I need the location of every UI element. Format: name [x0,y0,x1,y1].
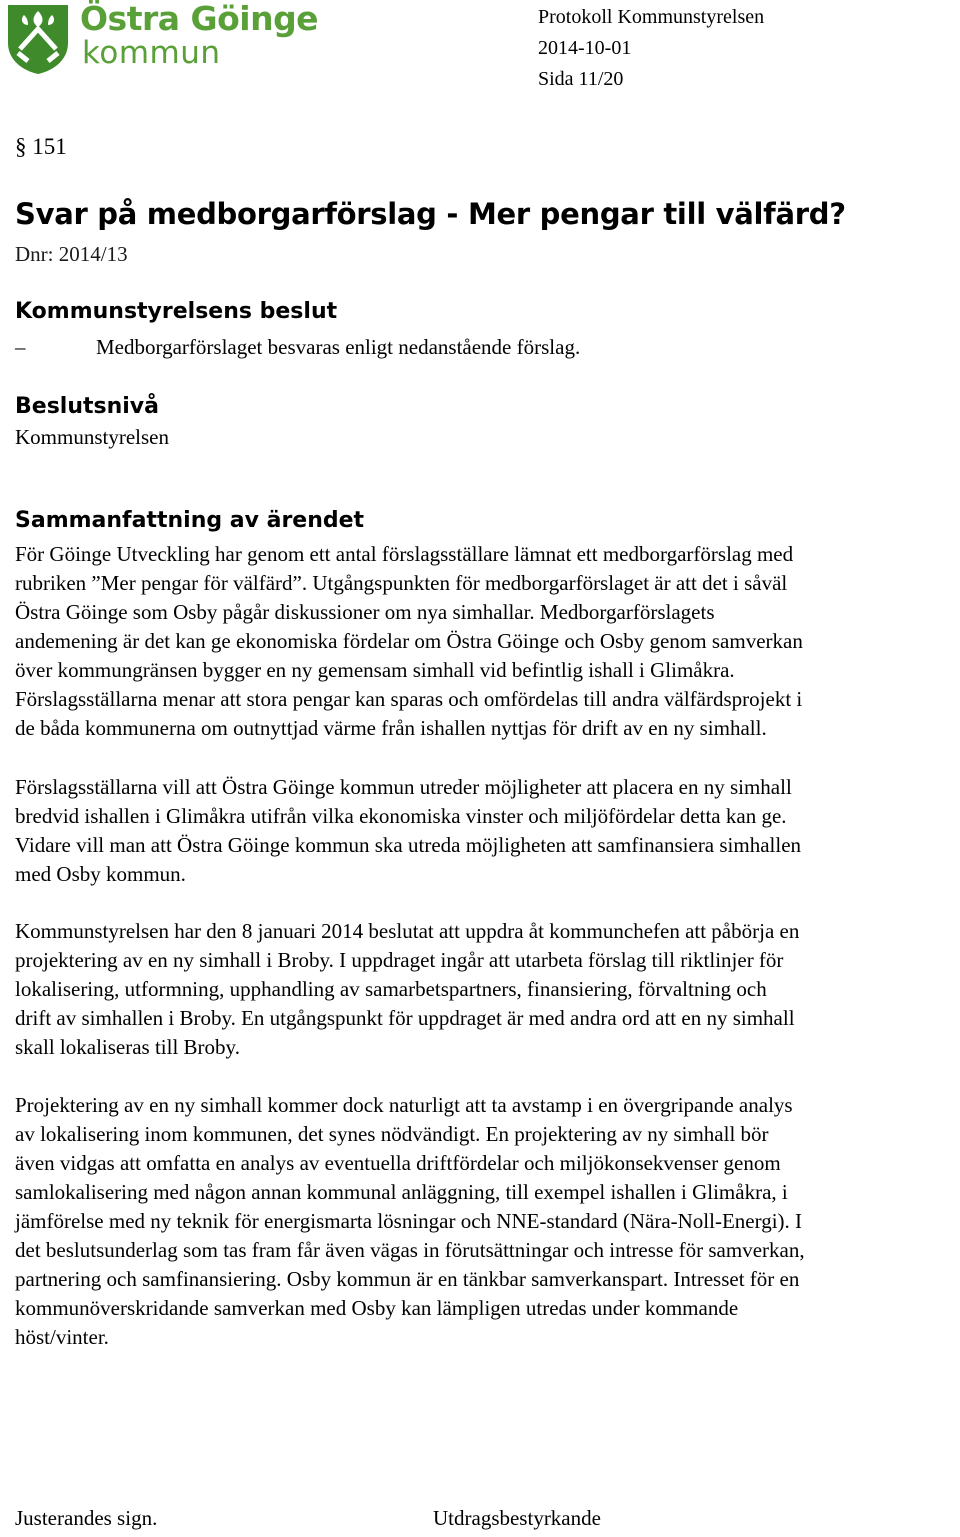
summary-paragraph-1 [15,540,960,743]
text-line: För Göinge Utveckling har genom ett antal förslagsställare lämnat ett medborgarförslag med [15,542,794,566]
text-line: av lokalisering inom kommunen, det synes nödvändigt. En projektering av ny simhall bör [15,1122,769,1146]
text-line: över kommungränsen bygger en ny gemensam simhall vid befintlig ishall i Glimåkra. [15,658,735,682]
text-line: partnering och samfinansiering. Osby kommun är en tänkbar samverkanspart. Intresset för en [15,1267,800,1291]
brand-subname: kommun [82,35,221,71]
text-line: det beslutsunderlag som tas fram får även vägas in förutsättningar och intresse för samverkan, [15,1238,805,1262]
decision-item-text: Medborgarförslaget besvaras enligt nedanstående förslag. [96,335,581,359]
doc-date: 2014-10-01 [538,37,632,59]
decision-item [15,335,580,360]
text-line: rubriken ”Mer pengar för välfärd”. Utgångspunkten för medborgarförslaget är att det i såväl [15,571,788,595]
text-line: samlokalisering med någon annan kommunal anläggning, till exempel ishallen i Glimåkra, i [15,1180,788,1204]
text-line: andemening är det kan ge ekonomiska fördelar om Östra Göinge och Osby genom samverkan [15,629,803,653]
decision-level-heading: Beslutsnivå [15,394,159,419]
text-line: även vidgas att omfatta en analys av eventuella driftfördelar och miljökonsekvenser genom [15,1151,781,1175]
page-number: Sida 11/20 [538,68,624,90]
summary-paragraph-4 [15,1091,960,1352]
decision-level-value: Kommunstyrelsen [15,425,169,449]
text-line: med Osby kommun. [15,862,186,886]
brand-name: Östra Göinge [80,0,319,38]
doc-type: Protokoll Kommunstyrelsen [538,6,765,28]
dash-bullet-icon: – [15,335,26,359]
text-line: Förslagsställarna menar att stora pengar kan sparas och omfördelas till andra välfärdsprojekt i [15,687,803,711]
coat-of-arms-icon [6,3,70,75]
text-line: lokalisering, utformning, upphandling av samarbetspartners, finansiering, förvaltning och [15,977,767,1001]
text-line: Östra Göinge som Osby pågår diskussioner om nya simhallar. Medborgarförslagets [15,600,715,624]
text-line: de båda kommunerna om outnyttjad värme från ishallen nyttjas för drift av en ny simhall. [15,716,767,740]
summary-heading: Sammanfattning av ärendet [15,508,365,533]
footer-signature-label: Justerandes sign. [15,1506,158,1530]
municipality-logo [6,0,319,77]
decision-heading: Kommunstyrelsens beslut [15,299,338,324]
text-line: projektering av en ny simhall i Broby. I uppdraget ingår att utarbeta förslag till riktlinjer för [15,948,784,972]
footer-certification-label: Utdragsbestyrkande [433,1506,601,1530]
text-line: bredvid ishallen i Glimåkra utifrån vilka ekonomiska vinster och miljöfördelar detta kan ge. [15,804,787,828]
text-line: Projektering av en ny simhall kommer dock naturligt att ta avstamp i en övergripande analys [15,1093,793,1117]
text-line: Vidare vill man att Östra Göinge kommun ska utreda möjligheten att samfinansiera simhallen [15,833,802,857]
text-line: drift av simhallen i Broby. En utgångspunkt för uppdraget är med andra ord att en ny simhall [15,1006,795,1030]
diary-number: Dnr: 2014/13 [15,242,128,266]
summary-paragraph-2 [15,773,960,889]
text-line: skall lokaliseras till Broby. [15,1035,240,1059]
text-line: kommunöverskridande samverkan med Osby kan lämpligen utredas under kommande [15,1296,739,1320]
text-line: höst/vinter. [15,1325,109,1349]
document-header [538,2,764,95]
summary-paragraph-3 [15,917,960,1062]
text-line: Kommunstyrelsen har den 8 januari 2014 beslutat att uppdra åt kommunchefen att påbörja en [15,919,800,943]
paragraph-number: § 151 [15,134,67,159]
text-line: jämförelse med ny teknik för energismarta lösningar och NNE-standard (Nära-Noll-Energi). I [15,1209,803,1233]
text-line: Förslagsställarna vill att Östra Göinge kommun utreder möjligheter att placera en ny simhall [15,775,792,799]
page-title: Svar på medborgarförslag - Mer pengar till välfärd? [15,197,846,231]
